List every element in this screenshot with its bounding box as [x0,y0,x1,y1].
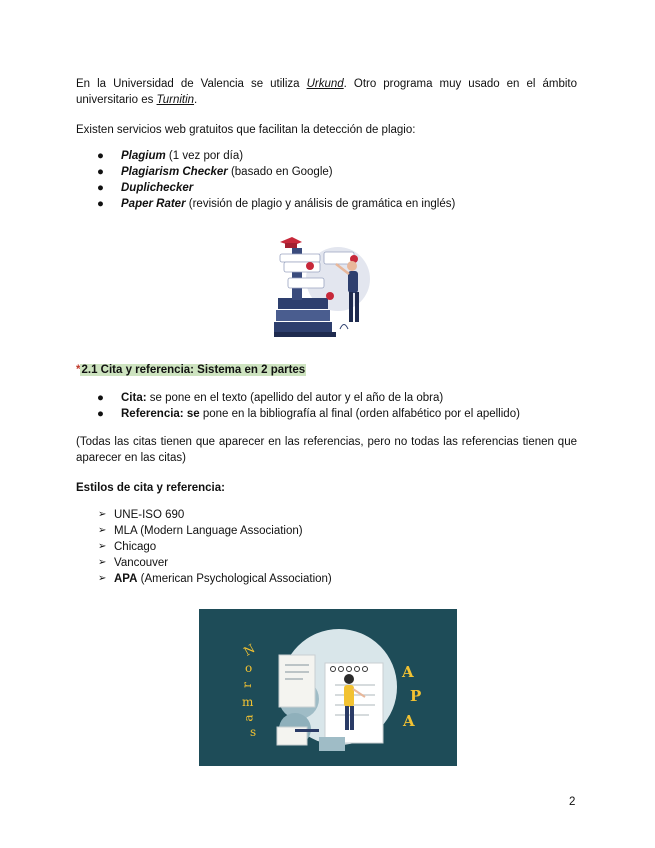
style-text: MLA (Modern Language Association) [114,525,303,537]
style-text: Vancouver [114,557,169,569]
style-bold: APA [114,573,138,585]
letter-s: s [250,725,257,739]
turnitin-link[interactable]: Turnitin [156,94,195,106]
list-item [76,180,577,196]
paragraph-web-services: Existen servicios web gratuitos que facilitan la detección de plagio: [76,124,416,136]
style-text: UNE-ISO 690 [114,509,185,521]
arrow-bullet-icon: ➢ [98,557,107,568]
letter-apa-a1: A [402,663,414,681]
bullet-icon: ● [97,150,104,162]
page-number: 2 [569,796,576,808]
list-item [76,164,577,180]
text-segment: . Otro programa muy usado en el ámbito universitario es [76,78,577,106]
text-segment: . [194,94,198,106]
definition-term: Cita: [121,392,147,404]
list-item [76,523,332,539]
arrow-bullet-icon: ➢ [98,541,107,552]
style-text: (American Psychological Association) [137,573,332,585]
letter-r: r [239,682,254,688]
letter-a: a [241,714,256,722]
letter-apa-a2: A [403,712,415,730]
bullet-icon: ● [97,182,104,194]
list-item [76,406,577,422]
list-item [76,390,577,406]
tool-desc: (basado en Google) [227,166,333,178]
bullet-icon: ● [97,408,104,420]
list-item [76,539,332,555]
paragraph-citations-note: (Todas las citas tienen que aparecer en las referencias, pero no todas las referencias tienen que aparecer en las citas) [76,436,577,464]
list-item [76,507,332,523]
tool-name: Plagiarism Checker [121,166,228,178]
tool-desc: (1 vez por día) [165,150,244,162]
bullet-icon: ● [97,392,104,404]
arrow-bullet-icon: ➢ [98,573,107,584]
definition-desc: pone en la bibliografía al final (orden alfabético por el apellido) [199,408,520,420]
tool-name: Plagium [121,150,166,162]
definition-desc: se pone en el texto (apellido del autor y el año de la obra) [146,392,444,404]
books-illustration [268,234,378,340]
definitions-list [76,390,577,422]
text-segment: En la Universidad de Valencia se utiliza [76,78,307,90]
arrow-bullet-icon: ➢ [98,509,107,520]
section-title: 2.1 Cita y referencia: Sistema en 2 partes [81,364,306,376]
list-item [76,196,577,212]
bullet-icon: ● [97,198,104,210]
arrow-bullet-icon: ➢ [98,525,107,536]
style-text: Chicago [114,541,157,553]
definition-term: Referencia: se [121,408,200,420]
urkund-link[interactable]: Urkund [306,78,344,90]
star-mark: * [76,364,81,376]
list-item [76,571,332,587]
tool-name: Duplichecker [121,182,194,194]
list-item [76,148,577,164]
paragraph-plagiarism-programs [76,76,577,108]
letter-n: N [241,641,258,659]
bullet-icon: ● [97,166,104,178]
apa-norms-illustration [199,609,457,766]
tools-list [76,148,577,212]
letter-apa-p: P [410,687,422,705]
styles-list [76,507,332,587]
section-heading [76,362,306,378]
letter-o: o [245,661,253,675]
tool-name: Paper Rater [121,198,186,210]
styles-heading: Estilos de cita y referencia: [76,482,225,494]
tool-desc: (revisión de plagio y análisis de gramática en inglés) [185,198,456,210]
list-item [76,555,332,571]
letter-m: m [242,695,254,709]
